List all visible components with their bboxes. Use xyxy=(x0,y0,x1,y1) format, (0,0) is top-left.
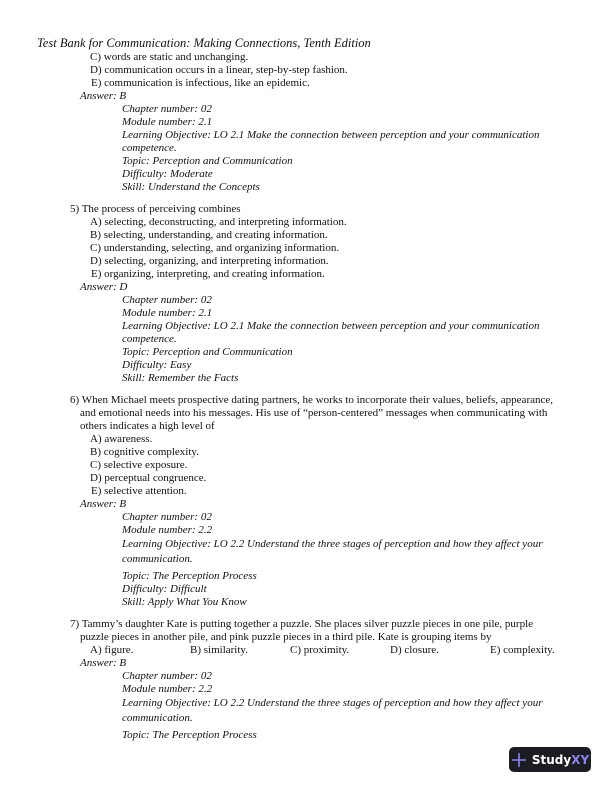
learning-objective: Learning Objective: LO 2.1 Make the connection between perception and your communication xyxy=(122,320,540,332)
option-a: A) awareness. xyxy=(90,433,153,445)
badge-text-xy: XY xyxy=(571,752,590,767)
learning-objective: Learning Objective: LO 2.1 Make the connection between perception and your communication xyxy=(122,129,540,141)
topic: Topic: The Perception Process xyxy=(122,570,257,582)
module-number: Module number: 2.2 xyxy=(122,524,213,536)
difficulty: Difficulty: Moderate xyxy=(122,168,213,180)
badge-text xyxy=(532,753,589,767)
question-6: 6) When Michael meets prospective dating partners, he works to incorporate their values, beliefs, appearance, xyxy=(70,394,554,406)
option-e: E) organizing, interpreting, and creating information. xyxy=(91,268,325,280)
plus-icon xyxy=(511,752,527,768)
option-e: E) complexity. xyxy=(490,644,555,656)
difficulty: Difficulty: Easy xyxy=(122,359,192,371)
question-5: 5) The process of perceiving combines xyxy=(70,203,241,215)
option-b: B) cognitive complexity. xyxy=(90,446,199,458)
learning-objective-cont: competence. xyxy=(122,142,177,154)
answer: Answer: B xyxy=(80,498,127,510)
option-a: A) selecting, deconstructing, and interpreting information. xyxy=(90,216,347,228)
badge-text-study: Study xyxy=(531,752,572,767)
chapter-number: Chapter number: 02 xyxy=(122,103,212,115)
option-d: D) selecting, organizing, and interpreting information. xyxy=(90,255,329,267)
skill: Skill: Apply What You Know xyxy=(122,596,247,608)
question-7: 7) Tammy’s daughter Kate is putting together a puzzle. She places silver puzzle pieces in one pile, purple xyxy=(70,618,534,630)
topic: Topic: The Perception Process xyxy=(122,729,257,741)
learning-objective: Learning Objective: LO 2.2 Understand the three stages of perception and how they affect your xyxy=(122,697,543,709)
question-6-cont: and emotional needs into his messages. His use of “person-centered” messages when communicating with xyxy=(80,407,548,419)
chapter-number: Chapter number: 02 xyxy=(122,511,212,523)
option-d: D) communication occurs in a linear, step-by-step fashion. xyxy=(90,64,348,76)
difficulty: Difficulty: Difficult xyxy=(122,583,207,595)
topic: Topic: Perception and Communication xyxy=(122,346,293,358)
question-7-cont: puzzle pieces in another pile, and pink puzzle pieces in a third pile. Kate is grouping items by xyxy=(80,631,492,643)
option-e: E) communication is infectious, like an epidemic. xyxy=(91,77,310,89)
option-b: B) similarity. xyxy=(190,644,248,656)
option-b: B) selecting, understanding, and creating information. xyxy=(90,229,328,241)
skill: Skill: Remember the Facts xyxy=(122,372,239,384)
question-6-cont: others indicates a high level of xyxy=(80,420,215,432)
option-c: C) understanding, selecting, and organizing information. xyxy=(90,242,340,254)
option-d: D) closure. xyxy=(390,644,439,656)
module-number: Module number: 2.1 xyxy=(122,116,213,128)
option-d: D) perceptual congruence. xyxy=(90,472,207,484)
option-e: E) selective attention. xyxy=(91,485,187,497)
chapter-number: Chapter number: 02 xyxy=(122,294,212,306)
learning-objective-cont: competence. xyxy=(122,333,177,345)
answer: Answer: B xyxy=(80,90,127,102)
learning-objective-cont: communication. xyxy=(122,712,193,724)
topic: Topic: Perception and Communication xyxy=(122,155,293,167)
chapter-number: Chapter number: 02 xyxy=(122,670,212,682)
skill: Skill: Understand the Concepts xyxy=(122,181,260,193)
module-number: Module number: 2.2 xyxy=(122,683,213,695)
module-number: Module number: 2.1 xyxy=(122,307,213,319)
learning-objective-cont: communication. xyxy=(122,553,193,565)
option-c: C) selective exposure. xyxy=(90,459,188,471)
answer: Answer: B xyxy=(80,657,127,669)
option-c: C) words are static and unchanging. xyxy=(90,51,249,63)
option-c: C) proximity. xyxy=(290,644,350,656)
learning-objective: Learning Objective: LO 2.2 Understand the three stages of perception and how they affect your xyxy=(122,538,543,550)
studyxy-badge[interactable] xyxy=(509,747,591,772)
page-header-title: Test Bank for Communication: Making Connections, Tenth Edition xyxy=(37,36,371,50)
answer: Answer: D xyxy=(80,281,128,293)
option-a: A) figure. xyxy=(90,644,134,656)
